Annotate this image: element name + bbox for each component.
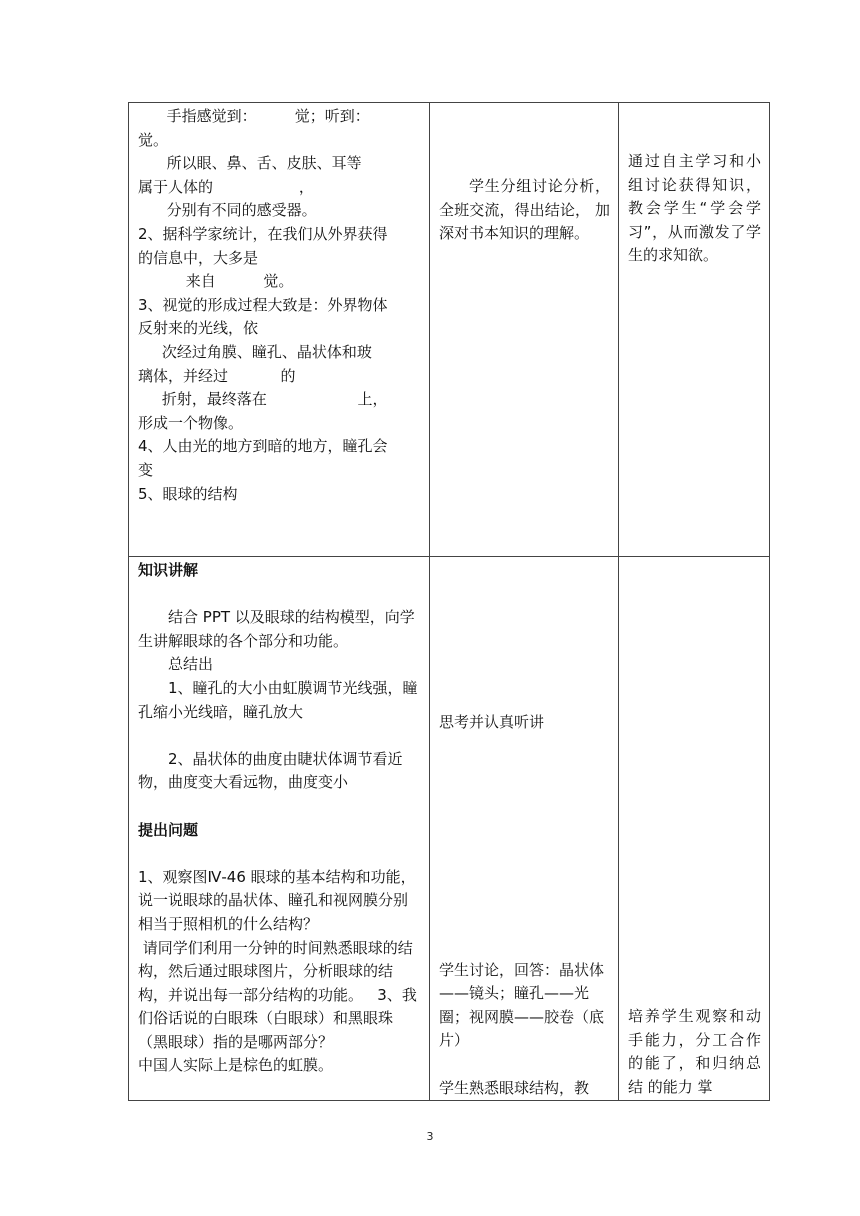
section-heading-knowledge: 知识讲解 xyxy=(138,561,199,579)
question-line: 属于人体的 ， xyxy=(138,177,314,196)
question-line: 2、据科学家统计，在我们从外界获得 xyxy=(138,224,388,243)
question-1: 1、观察图Ⅳ-46 眼球的基本结构和功能，说一说眼球的晶状体、瞳孔和视网膜分别相当于照相机的什么结构？ xyxy=(138,867,416,933)
question-line: 璃体，并经过 的 xyxy=(138,366,296,385)
design-intent-text: 培养学生观察和动手能力，分工合作的能了，和归纳总结 的能力 掌 xyxy=(628,1007,761,1096)
teacher-activity-cell xyxy=(129,103,430,557)
student-activity-text: 学生分组讨论分析，全班交流，得出结论， 加深对书本知识的理解。 xyxy=(439,177,610,243)
teacher-activity-cell xyxy=(129,557,430,1101)
question-note: 中国人实际上是棕色的虹膜。 xyxy=(138,1056,334,1075)
question-line: 分别有不同的感受器。 xyxy=(138,201,317,220)
question-line: 次经过角膜、瞳孔、晶状体和玻 xyxy=(138,342,372,361)
lesson-plan-table xyxy=(128,102,770,1101)
question-line: 觉。 xyxy=(138,130,169,149)
table-row xyxy=(129,557,770,1101)
table-row xyxy=(129,103,770,557)
question-line: 形成一个物像。 xyxy=(138,413,244,432)
question-line: 的信息中，大多是 xyxy=(138,248,259,267)
fill-in-questions xyxy=(129,103,429,506)
section-heading-questions: 提出问题 xyxy=(138,820,199,839)
design-intent-cell xyxy=(619,103,770,557)
page-number: 3 xyxy=(426,1130,434,1143)
question-line: 来自 觉。 xyxy=(138,272,294,291)
question-line: 5、眼球的结构 xyxy=(138,484,238,503)
lecture-paragraph: 结合 PPT 以及眼球的结构模型，向学生讲解眼球的各个部分和功能。 xyxy=(138,608,415,650)
question-line: 4、人由光的地方到暗的地方，瞳孔会 xyxy=(138,437,388,456)
student-activity-familiarize: 学生熟悉眼球结构，教 xyxy=(439,1078,590,1097)
student-activity-listen: 思考并认真听讲 xyxy=(439,713,545,731)
student-activity-cell xyxy=(430,557,619,1101)
summary-point-1: 1、瞳孔的大小由虹膜调节光线强，瞳孔缩小光线暗，瞳孔放大 xyxy=(138,678,418,721)
question-line: 反射来的光线，依 xyxy=(138,319,259,338)
design-intent-text: 通过自主学习和小组讨论获得知识，教会学生“学会学习”，从而激发了学生的求知欲。 xyxy=(628,152,761,265)
question-line: 所以眼、鼻、舌、皮肤、耳等 xyxy=(138,154,362,173)
summary-point-2: 2、晶状体的曲度由睫状体调节看近物，曲度变大看远物，曲度变小 xyxy=(138,749,403,792)
question-2: 请同学们利用一分钟的时间熟悉眼球的结构，然后通过眼球图片，分析眼球的结构，并说出每一部分结构的功能。 3、我们俗话说的白眼珠（白眼球）和黑眼珠（黑眼球）指的是哪两部分？ xyxy=(138,938,417,1051)
question-line: 变 xyxy=(138,460,154,479)
summary-label: 总结出 xyxy=(168,655,214,674)
question-line: 折射，最终落在 上， xyxy=(138,390,388,409)
question-line: 手指感觉到： 觉；听到： xyxy=(138,107,370,125)
student-activity-cell xyxy=(430,103,619,557)
question-line: 3、视觉的形成过程大致是：外界物体 xyxy=(138,295,388,314)
student-activity-discuss: 学生讨论，回答：晶状体——镜头；瞳孔——光圈；视网膜——胶卷（底片） xyxy=(439,960,605,1050)
design-intent-cell xyxy=(619,557,770,1101)
